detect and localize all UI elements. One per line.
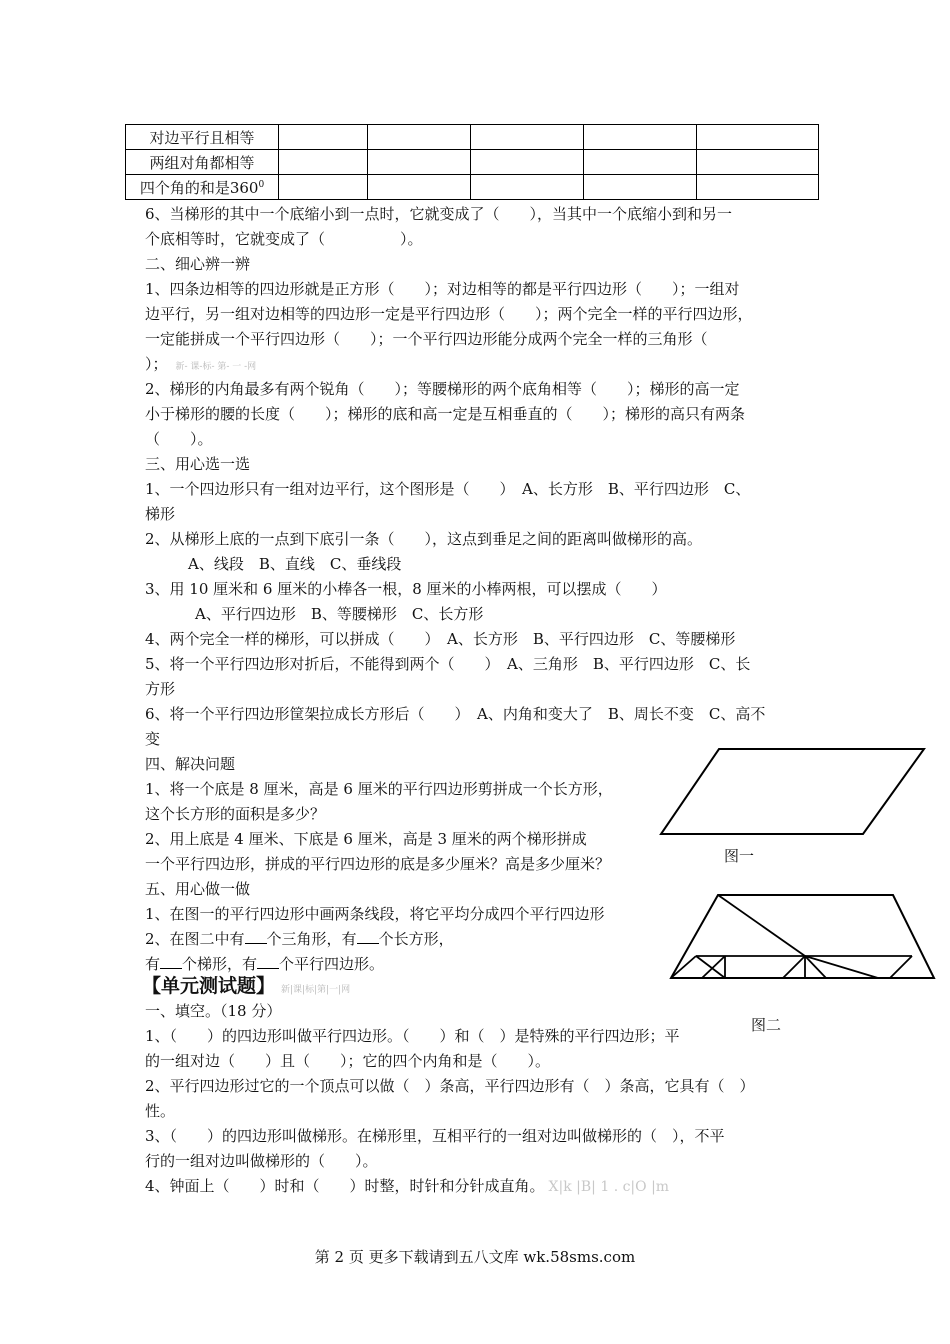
text-line: 个底相等时，它就变成了（ ）。 <box>145 230 423 248</box>
text-line: 2、梯形的内角最多有两个锐角（ ）；等腰梯形的两个底角相等（ ）；梯形的高一定 <box>145 380 740 398</box>
table-cell <box>279 125 368 150</box>
table-cell <box>697 175 819 200</box>
text-line: 1、一个四边形只有一组对边平行，这个图形是（ ） A、长方形 B、平行四边形 C、 <box>145 480 751 498</box>
answer-blank[interactable] <box>257 954 279 969</box>
text-segment: 个梯形，有 <box>182 955 258 973</box>
text-line: 6、当梯形的其中一个底缩小到一点时，它就变成了（ ），当其中一个底缩小到和另一 <box>145 205 733 223</box>
row-label-text: 对边平行且相等 <box>149 128 255 147</box>
text-line: A、线段 B、直线 C、垂线段 <box>188 555 402 573</box>
text-segment: 2、在图二中有 <box>145 930 245 948</box>
text-line: 4、两个完全一样的梯形，可以拼成（ ） A、长方形 B、平行四边形 C、等腰梯形 <box>145 630 736 648</box>
text-segment: ）； <box>145 355 168 373</box>
table-cell <box>368 125 471 150</box>
table-cell <box>697 125 819 150</box>
table-cell <box>697 150 819 175</box>
heading-text: 【单元测试题】 <box>142 975 276 997</box>
text-line: 方形 <box>145 680 176 698</box>
text-line: 变 <box>145 730 161 748</box>
answer-blank[interactable] <box>357 929 379 944</box>
figure-1-caption: 图一 <box>724 847 755 865</box>
answer-blank[interactable] <box>160 954 182 969</box>
table-cell <box>368 150 471 175</box>
table-row-label <box>126 125 279 150</box>
text-line <box>145 1176 669 1197</box>
text-line <box>145 954 384 974</box>
table-cell <box>368 175 471 200</box>
section-heading: 一、填空。（18 分） <box>145 1002 282 1020</box>
text-line: 2、从梯形上底的一点到下底引一条（ ），这点到垂足之间的距离叫做梯形的高。 <box>145 530 703 548</box>
section-heading: 四、解决问题 <box>145 755 236 773</box>
text-line: 这个长方形的面积是多少？ <box>145 805 326 823</box>
text-line: 小于梯形的腰的长度（ ）；梯形的底和高一定是互相垂直的（ ）；梯形的高只有两条 <box>145 405 746 423</box>
section-heading: 二、细心辨一辨 <box>145 255 251 273</box>
degree-superscript: 0 <box>258 179 265 190</box>
table-row <box>126 150 819 175</box>
text-line: 6、将一个平行四边形筐架拉成长方形后（ ） A、内角和变大了 B、周长不变 C、高不 <box>145 705 766 723</box>
properties-table <box>125 124 819 200</box>
table-cell <box>471 125 584 150</box>
table-row-label <box>126 150 279 175</box>
section-heading: 三、用心选一选 <box>145 455 251 473</box>
watermark-text: X|k |B| 1 . c|O |m <box>548 1179 670 1195</box>
watermark-text: 新|课|标|第|一|网 <box>281 985 351 995</box>
text-line: 1、四条边相等的四边形就是正方形（ ）；对边相等的都是平行四边形（ ）；一组对 <box>145 280 740 298</box>
table-cell <box>471 175 584 200</box>
figure-1-parallelogram <box>658 746 928 836</box>
text-line: 2、平行四边形过它的一个顶点可以做（ ）条高，平行四边形有（ ）条高，它具有（ ） <box>145 1077 755 1095</box>
table-cell <box>584 175 697 200</box>
table-row <box>126 175 819 200</box>
text-line: 性。 <box>145 1102 176 1120</box>
text-line: 1、在图一的平行四边形中画两条线段，将它平均分成四个平行四边形 <box>145 905 605 923</box>
table-row <box>126 125 819 150</box>
text-segment: 个平行四边形。 <box>279 955 385 973</box>
text-line: 的一组对边（ ）且（ ）；它的四个内角和是（ ）。 <box>145 1052 551 1070</box>
text-line: 一定能拼成一个平行四边形（ ）；一个平行四边形能分成两个完全一样的三角形（ <box>145 330 708 348</box>
watermark-text: 新- 课-标- 第- 一 -网 <box>175 362 257 372</box>
text-line: 3、用 10 厘米和 6 厘米的小棒各一根，8 厘米的小棒两根，可以摆成（ ） <box>145 580 667 598</box>
text-line: 1、将一个底是 8 厘米，高是 6 厘米的平行四边形剪拼成一个长方形， <box>145 780 613 798</box>
table-cell <box>471 150 584 175</box>
page-footer: 第 2 页 更多下载请到五八文库 wk.58sms.com <box>314 1248 636 1266</box>
unit-test-heading <box>142 976 350 1000</box>
section-heading: 五、用心做一做 <box>145 880 251 898</box>
text-line <box>145 354 256 377</box>
table-cell <box>584 150 697 175</box>
text-segment: 4、钟面上（ ）时和（ ）时整，时针和分针成直角。 <box>145 1177 545 1195</box>
text-segment: 个长方形， <box>378 930 454 948</box>
text-line: 3、（ ）的四边形叫做梯形。在梯形里，互相平行的一组对边叫做梯形的（ ），不平 <box>145 1127 725 1145</box>
text-line: A、平行四边形 B、等腰梯形 C、长方形 <box>195 605 484 623</box>
table-cell <box>584 125 697 150</box>
table-cell <box>279 175 368 200</box>
row-label-text: 四个角的和是360 <box>139 178 259 197</box>
text-segment: 个三角形，有 <box>266 930 357 948</box>
table-cell <box>279 150 368 175</box>
text-line: 2、用上底是 4 厘米、下底是 6 厘米，高是 3 厘米的两个梯形拼成 <box>145 830 587 848</box>
text-line: 一个平行四边形，拼成的平行四边形的底是多少厘米？高是多少厘米？ <box>145 855 611 873</box>
text-line <box>145 929 454 949</box>
text-segment: 有 <box>145 955 161 973</box>
text-line: 5、将一个平行四边形对折后，不能得到两个（ ） A、三角形 B、平行四边形 C、长 <box>145 655 751 673</box>
answer-blank[interactable] <box>245 929 267 944</box>
text-line: 边平行，另一组对边相等的四边形一定是平行四边形（ ）；两个完全一样的平行四边形， <box>145 305 753 323</box>
table-row-label <box>126 175 279 200</box>
row-label-text: 两组对角都相等 <box>149 153 255 172</box>
figure-2-trapezoid <box>668 892 938 982</box>
text-line: 1、（ ）的四边形叫做平行四边形。（ ）和（ ）是特殊的平行四边形；平 <box>145 1027 680 1045</box>
figure-2-caption: 图二 <box>751 1016 782 1034</box>
text-line: 梯形 <box>145 505 176 523</box>
text-line: 行的一组对边叫做梯形的（ ）。 <box>145 1152 378 1170</box>
text-line: （ ）。 <box>145 430 213 448</box>
